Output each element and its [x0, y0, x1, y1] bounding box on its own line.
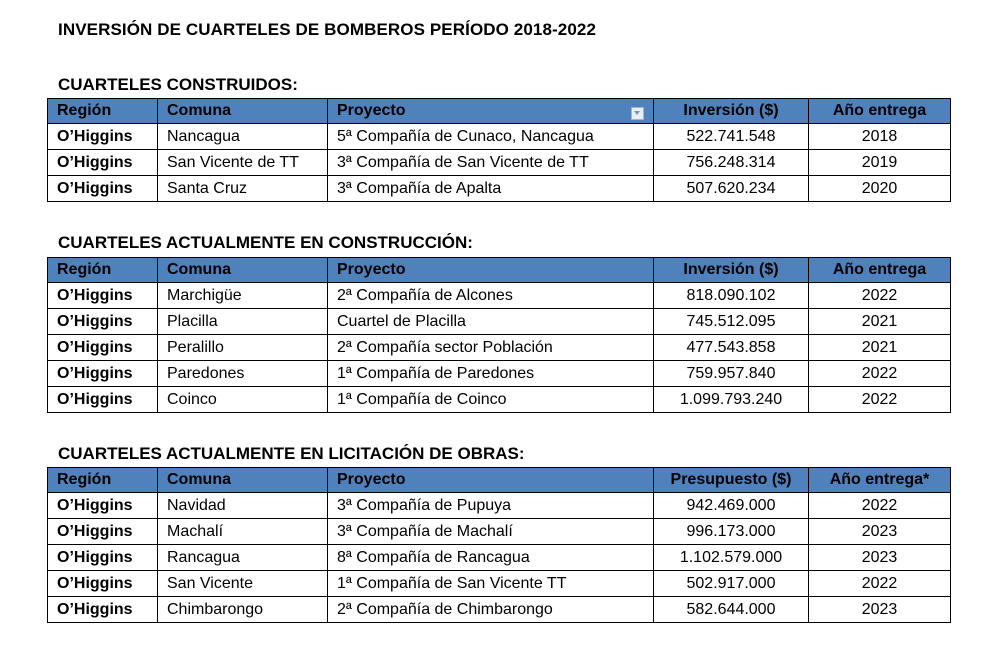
table-row — [48, 571, 951, 597]
cell-region: O’Higgins — [48, 309, 158, 335]
table-row — [48, 545, 951, 571]
cell-comuna: Chimbarongo — [158, 597, 328, 623]
section-heading-en-construccion: CUARTELES ACTUALMENTE EN CONSTRUCCIÓN: — [58, 233, 473, 252]
table-construidos — [47, 98, 951, 202]
cell-proyecto: 5ª Compañía de Cunaco, Nancagua — [328, 124, 654, 150]
header-comuna: Comuna — [158, 258, 328, 283]
cell-presupuesto: 582.644.000 — [654, 597, 809, 623]
cell-proyecto: 1ª Compañía de Coinco — [328, 387, 654, 413]
cell-ano: 2022 — [809, 283, 951, 309]
table-row — [48, 519, 951, 545]
table-en-construccion — [47, 257, 951, 413]
cell-ano: 2021 — [809, 309, 951, 335]
cell-inversion: 818.090.102 — [654, 283, 809, 309]
cell-proyecto: 2ª Compañía sector Población — [328, 335, 654, 361]
table-row — [48, 124, 951, 150]
cell-comuna: Rancagua — [158, 545, 328, 571]
header-ano-entrega: Año entrega* — [809, 468, 951, 493]
cell-region: O’Higgins — [48, 493, 158, 519]
cell-comuna: Marchigüe — [158, 283, 328, 309]
cell-ano: 2022 — [809, 387, 951, 413]
cell-ano: 2019 — [809, 150, 951, 176]
cell-comuna: San Vicente de TT — [158, 150, 328, 176]
cell-region: O’Higgins — [48, 283, 158, 309]
section-heading-licitacion: CUARTELES ACTUALMENTE EN LICITACIÓN DE OBRAS: — [58, 444, 525, 463]
cell-ano: 2018 — [809, 124, 951, 150]
header-inversion: Inversión ($) — [654, 258, 809, 283]
table-licitacion — [47, 467, 951, 623]
cell-inversion: 507.620.234 — [654, 176, 809, 202]
table-row — [48, 335, 951, 361]
cell-inversion: 477.543.858 — [654, 335, 809, 361]
cell-proyecto: Cuartel de Placilla — [328, 309, 654, 335]
table-header-row — [48, 99, 951, 124]
cell-comuna: San Vicente — [158, 571, 328, 597]
header-proyecto-label: Proyecto — [337, 102, 406, 119]
cell-inversion: 756.248.314 — [654, 150, 809, 176]
header-ano-entrega: Año entrega — [809, 99, 951, 124]
cell-region: O’Higgins — [48, 335, 158, 361]
cell-presupuesto: 942.469.000 — [654, 493, 809, 519]
header-inversion: Inversión ($) — [654, 99, 809, 124]
cell-region: O’Higgins — [48, 387, 158, 413]
cell-presupuesto: 1.102.579.000 — [654, 545, 809, 571]
cell-region: O’Higgins — [48, 519, 158, 545]
cell-ano: 2020 — [809, 176, 951, 202]
cell-ano: 2022 — [809, 571, 951, 597]
table-row — [48, 597, 951, 623]
cell-comuna: Paredones — [158, 361, 328, 387]
cell-ano: 2023 — [809, 597, 951, 623]
header-comuna: Comuna — [158, 468, 328, 493]
cell-region: O’Higgins — [48, 597, 158, 623]
cell-comuna: Navidad — [158, 493, 328, 519]
cell-proyecto: 8ª Compañía de Rancagua — [328, 545, 654, 571]
cell-proyecto: 3ª Compañía de Pupuya — [328, 493, 654, 519]
table-row — [48, 387, 951, 413]
header-comuna: Comuna — [158, 99, 328, 124]
dropdown-arrow-icon[interactable] — [631, 107, 644, 120]
cell-comuna: Coinco — [158, 387, 328, 413]
header-region: Región — [48, 258, 158, 283]
cell-region: O’Higgins — [48, 571, 158, 597]
section-heading-construidos: CUARTELES CONSTRUIDOS: — [58, 75, 298, 94]
cell-region: O’Higgins — [48, 545, 158, 571]
cell-ano: 2022 — [809, 493, 951, 519]
cell-presupuesto: 996.173.000 — [654, 519, 809, 545]
cell-comuna: Nancagua — [158, 124, 328, 150]
header-region: Región — [48, 468, 158, 493]
cell-inversion: 759.957.840 — [654, 361, 809, 387]
cell-region: O’Higgins — [48, 150, 158, 176]
cell-presupuesto: 502.917.000 — [654, 571, 809, 597]
cell-region: O’Higgins — [48, 124, 158, 150]
table-header-row — [48, 468, 951, 493]
table-row — [48, 283, 951, 309]
header-proyecto: Proyecto — [328, 468, 654, 493]
table-row — [48, 150, 951, 176]
cell-comuna: Peralillo — [158, 335, 328, 361]
cell-proyecto: 3ª Compañía de Machalí — [328, 519, 654, 545]
cell-proyecto: 1ª Compañía de Paredones — [328, 361, 654, 387]
table-row — [48, 309, 951, 335]
header-proyecto[interactable] — [328, 99, 654, 124]
cell-region: O’Higgins — [48, 361, 158, 387]
header-proyecto: Proyecto — [328, 258, 654, 283]
document-title: INVERSIÓN DE CUARTELES DE BOMBEROS PERÍODO 2018-2022 — [58, 20, 596, 39]
table-row — [48, 176, 951, 202]
table-row — [48, 361, 951, 387]
header-ano-entrega: Año entrega — [809, 258, 951, 283]
cell-comuna: Santa Cruz — [158, 176, 328, 202]
cell-region: O’Higgins — [48, 176, 158, 202]
cell-ano: 2021 — [809, 335, 951, 361]
cell-comuna: Machalí — [158, 519, 328, 545]
cell-inversion: 745.512.095 — [654, 309, 809, 335]
cell-ano: 2023 — [809, 519, 951, 545]
cell-proyecto: 3ª Compañía de Apalta — [328, 176, 654, 202]
header-presupuesto: Presupuesto ($) — [654, 468, 809, 493]
cell-proyecto: 2ª Compañía de Chimbarongo — [328, 597, 654, 623]
cell-ano: 2022 — [809, 361, 951, 387]
cell-inversion: 522.741.548 — [654, 124, 809, 150]
table-row — [48, 493, 951, 519]
cell-proyecto: 2ª Compañía de Alcones — [328, 283, 654, 309]
cell-proyecto: 3ª Compañía de San Vicente de TT — [328, 150, 654, 176]
cell-ano: 2023 — [809, 545, 951, 571]
cell-comuna: Placilla — [158, 309, 328, 335]
cell-inversion: 1.099.793.240 — [654, 387, 809, 413]
table-header-row — [48, 258, 951, 283]
cell-proyecto: 1ª Compañía de San Vicente TT — [328, 571, 654, 597]
header-region: Región — [48, 99, 158, 124]
